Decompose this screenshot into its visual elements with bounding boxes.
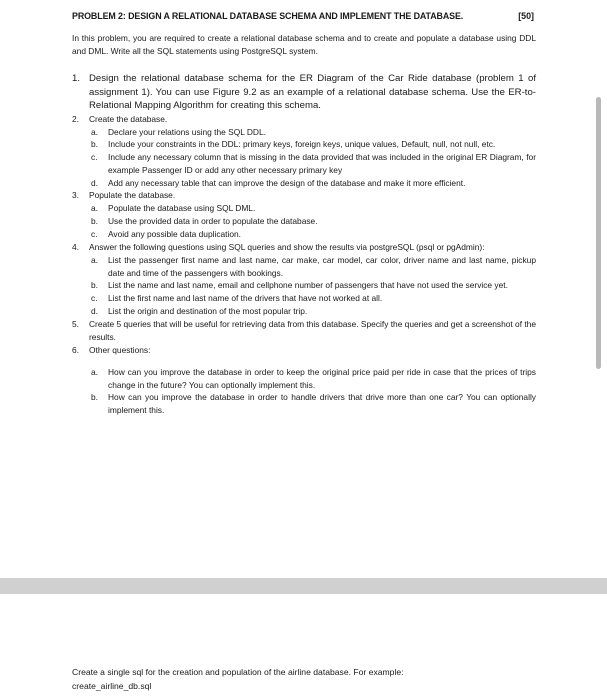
subtask-2b — [91, 138, 536, 151]
problem-header — [72, 11, 534, 27]
subtask-letter: a. — [91, 254, 98, 265]
footer-note — [72, 665, 404, 693]
subtask-text: Include your constraints in the DDL: primary keys, foreign keys, unique values, Default, null, not null, etc. — [108, 139, 496, 150]
task-number: 4. — [72, 241, 79, 252]
subtask-text: Avoid any possible data duplication. — [108, 229, 242, 240]
task-item-6 — [72, 344, 536, 357]
subtask-text: List the name and last name, email and cellphone number of passengers that have not used the service yet. — [108, 280, 508, 291]
task-number: 6. — [72, 344, 79, 355]
subtask-2c — [91, 151, 536, 177]
problem-points: [50] — [518, 11, 534, 21]
task-text: Populate the database. — [89, 190, 176, 201]
task-item-1 — [72, 72, 536, 113]
task-text: Other questions: — [89, 344, 151, 355]
scrollbar-thumb[interactable] — [596, 97, 601, 369]
subtask-letter: a. — [91, 126, 98, 137]
subtask-letter: b. — [91, 139, 98, 150]
subtask-letter: c. — [91, 229, 98, 240]
task-number: 3. — [72, 190, 79, 201]
subtask-text: List the first name and last name of the drivers that have not worked at all. — [108, 293, 383, 304]
task-list — [72, 72, 536, 417]
section-divider — [0, 578, 607, 594]
problem-title: PROBLEM 2: DESIGN A RELATIONAL DATABASE SCHEMA AND IMPLEMENT THE DATABASE. — [72, 11, 464, 21]
subtask-letter: c. — [91, 293, 98, 304]
footer-filename: create_airline_db.sql — [72, 681, 152, 691]
subtask-text: List the origin and destination of the most popular trip. — [108, 306, 308, 317]
task-item-5 — [72, 318, 536, 344]
subtask-6b — [91, 391, 536, 417]
footer-line-1: Create a single sql for the creation and population of the airline database. For example: — [72, 667, 404, 677]
subtask-text: Add any necessary table that can improve the design of the database and make it more efficient. — [108, 177, 466, 188]
subtask-letter: b. — [91, 392, 98, 403]
subtask-3c — [91, 228, 536, 241]
subtask-text: Include any necessary column that is missing in the data provided that was included in the original ER Diagram, for example Passenger ID or add any other necessary primary key — [108, 152, 536, 175]
subtask-letter: b. — [91, 216, 98, 227]
subtask-4a — [91, 254, 536, 280]
subtask-letter: d. — [91, 306, 98, 317]
task-number: 5. — [72, 318, 79, 329]
subtask-4c — [91, 292, 536, 305]
problem-intro: In this problem, you are required to create a relational database schema and to create and populate a database using DDL and DML. Write all the SQL statements using PostgreSQL system. — [72, 33, 536, 56]
task-text: Design the relational database schema for the ER Diagram of the Car Ride database (problem 1 of assignment 1). You can use Figure 9.2 as an example of a relational database schema. Use the ER-to-Relational Mapping Algorithm for creating this schema. — [89, 73, 536, 111]
subtask-3a — [91, 202, 536, 215]
subtask-4d — [91, 305, 536, 318]
task-number: 1. — [72, 73, 81, 84]
subtask-text: List the passenger first name and last name, car make, car model, car color, driver name and last name, pickup date and time of the passengers with bookings. — [108, 254, 536, 278]
subtask-text: Use the provided data in order to populate the database. — [108, 216, 318, 227]
subtask-3b — [91, 215, 536, 228]
task-item-4 — [72, 241, 536, 254]
subtask-letter: a. — [91, 203, 98, 214]
subtask-text: How can you improve the database in order to keep the original price paid per ride in case that the prices of trips change in the future? You can optionally implement this. — [108, 366, 536, 390]
subtask-2d — [91, 177, 536, 190]
subtask-text: How can you improve the database in order to handle drivers that drive more than one car? You can optionally implement this. — [108, 392, 536, 416]
task-item-2 — [72, 113, 536, 126]
task-item-3 — [72, 189, 536, 202]
task-text: Answer the following questions using SQL queries and show the results via postgreSQL (psql or pgAdmin): — [89, 241, 485, 252]
task-text: Create 5 queries that will be useful for retrieving data from this database. Specify the queries and get a screenshot of the results. — [89, 318, 536, 342]
task-text: Create the database. — [89, 113, 168, 124]
subtask-letter: d. — [91, 177, 98, 188]
task-number: 2. — [72, 113, 79, 124]
subtask-text: Populate the database using SQL DML. — [108, 203, 256, 214]
subtask-letter: a. — [91, 366, 98, 377]
subtask-letter: c. — [91, 152, 98, 163]
subtask-letter: b. — [91, 280, 98, 291]
subtask-text: Declare your relations using the SQL DDL. — [108, 126, 266, 137]
subtask-6a — [91, 366, 536, 392]
subtask-4b — [91, 279, 536, 292]
spacer — [72, 357, 536, 366]
subtask-2a — [91, 126, 536, 139]
